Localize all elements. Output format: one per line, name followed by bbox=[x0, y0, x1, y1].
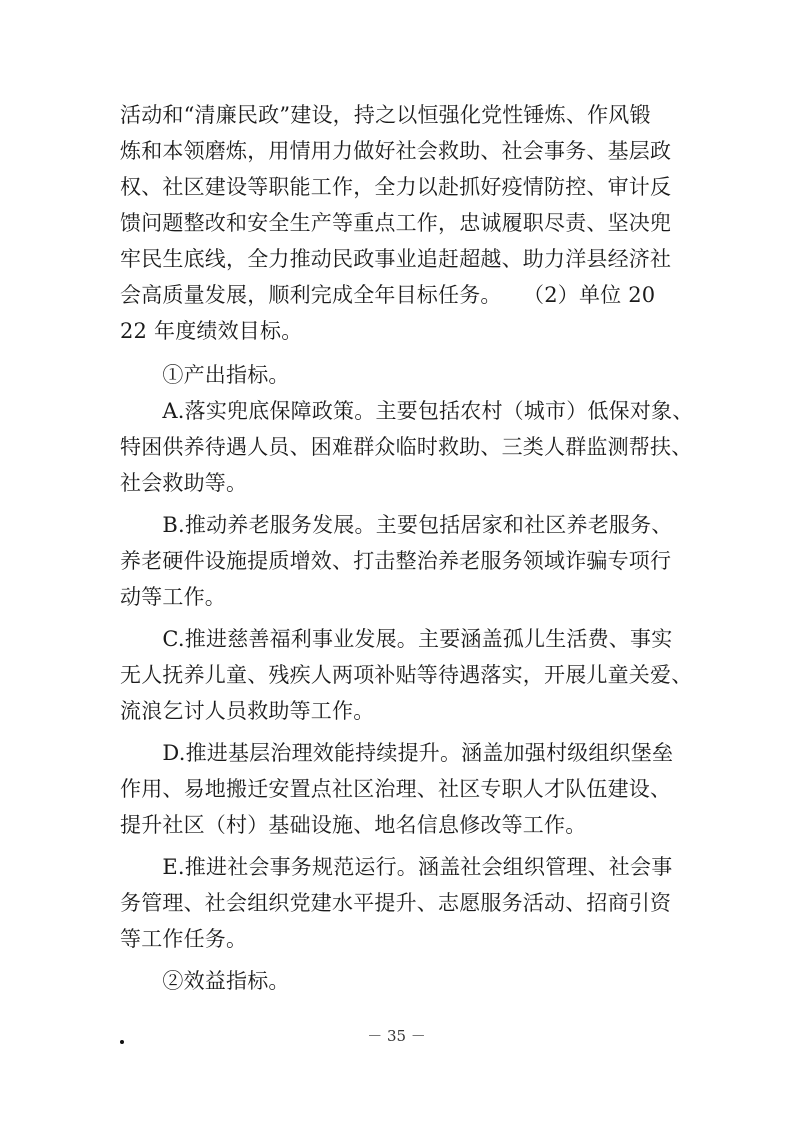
text-line: 养老硬件设施提质增效、打击整治养老服务领域诈骗专项行 bbox=[120, 549, 672, 573]
page-number: － 35 － bbox=[367, 1027, 426, 1045]
text-line: 22 年度绩效目标。 bbox=[120, 319, 303, 343]
text-line: 作用、易地搬迁安置点社区治理、社区专职人才队伍建设、 bbox=[120, 777, 672, 801]
text-line: 流浪乞讨人员救助等工作。 bbox=[120, 699, 375, 723]
section-heading: ②效益指标。 bbox=[120, 969, 290, 993]
text-line: 提升社区（村）基础设施、地名信息修改等工作。 bbox=[120, 813, 587, 837]
text-line: C.推进慈善福利事业发展。主要涵盖孤儿生活费、事实 bbox=[120, 627, 673, 651]
text-line: 权、社区建设等职能工作，全力以赴抓好疫情防控、审计反 bbox=[120, 175, 672, 199]
text-line: B.推动养老服务发展。主要包括居家和社区养老服务、 bbox=[120, 513, 673, 537]
text-line: D.推进基层治理效能持续提升。涵盖加强村级组织堡垒 bbox=[120, 741, 674, 765]
text-line: 动等工作。 bbox=[120, 585, 226, 609]
section-heading: ①产出指标。 bbox=[120, 363, 290, 387]
text-line: 牢民生底线，全力推动民政事业追赶超越、助力洋县经济社 bbox=[120, 247, 672, 271]
text-line: E.推进社会事务规范运行。涵盖社会组织管理、社会事 bbox=[120, 855, 673, 879]
text-line: 会高质量发展，顺利完成全年目标任务。 （2）单位 20 bbox=[120, 283, 656, 307]
text-line: 馈问题整改和安全生产等重点工作，忠诚履职尽责、坚决兜 bbox=[120, 211, 672, 235]
text-line: 无人抚养儿童、残疾人两项补贴等待遇落实，开展儿童关爱、 bbox=[120, 663, 693, 687]
text-line: 特困供养待遇人员、困难群众临时救助、三类人群监测帮扶、 bbox=[120, 435, 693, 459]
text-line: 炼和本领磨炼，用情用力做好社会救助、社会事务、基层政 bbox=[120, 139, 672, 163]
text-line: 务管理、社会组织党建水平提升、志愿服务活动、招商引资 bbox=[120, 891, 672, 915]
text-line: 社会救助等。 bbox=[120, 471, 248, 495]
dot-mark bbox=[120, 1040, 124, 1044]
text-line: 等工作任务。 bbox=[120, 927, 248, 951]
text-line: A.落实兜底保障政策。主要包括农村（城市）低保对象、 bbox=[120, 399, 694, 423]
text-line: 活动和“清廉民政”建设，持之以恒强化党性锤炼、作风锻 bbox=[120, 103, 651, 127]
